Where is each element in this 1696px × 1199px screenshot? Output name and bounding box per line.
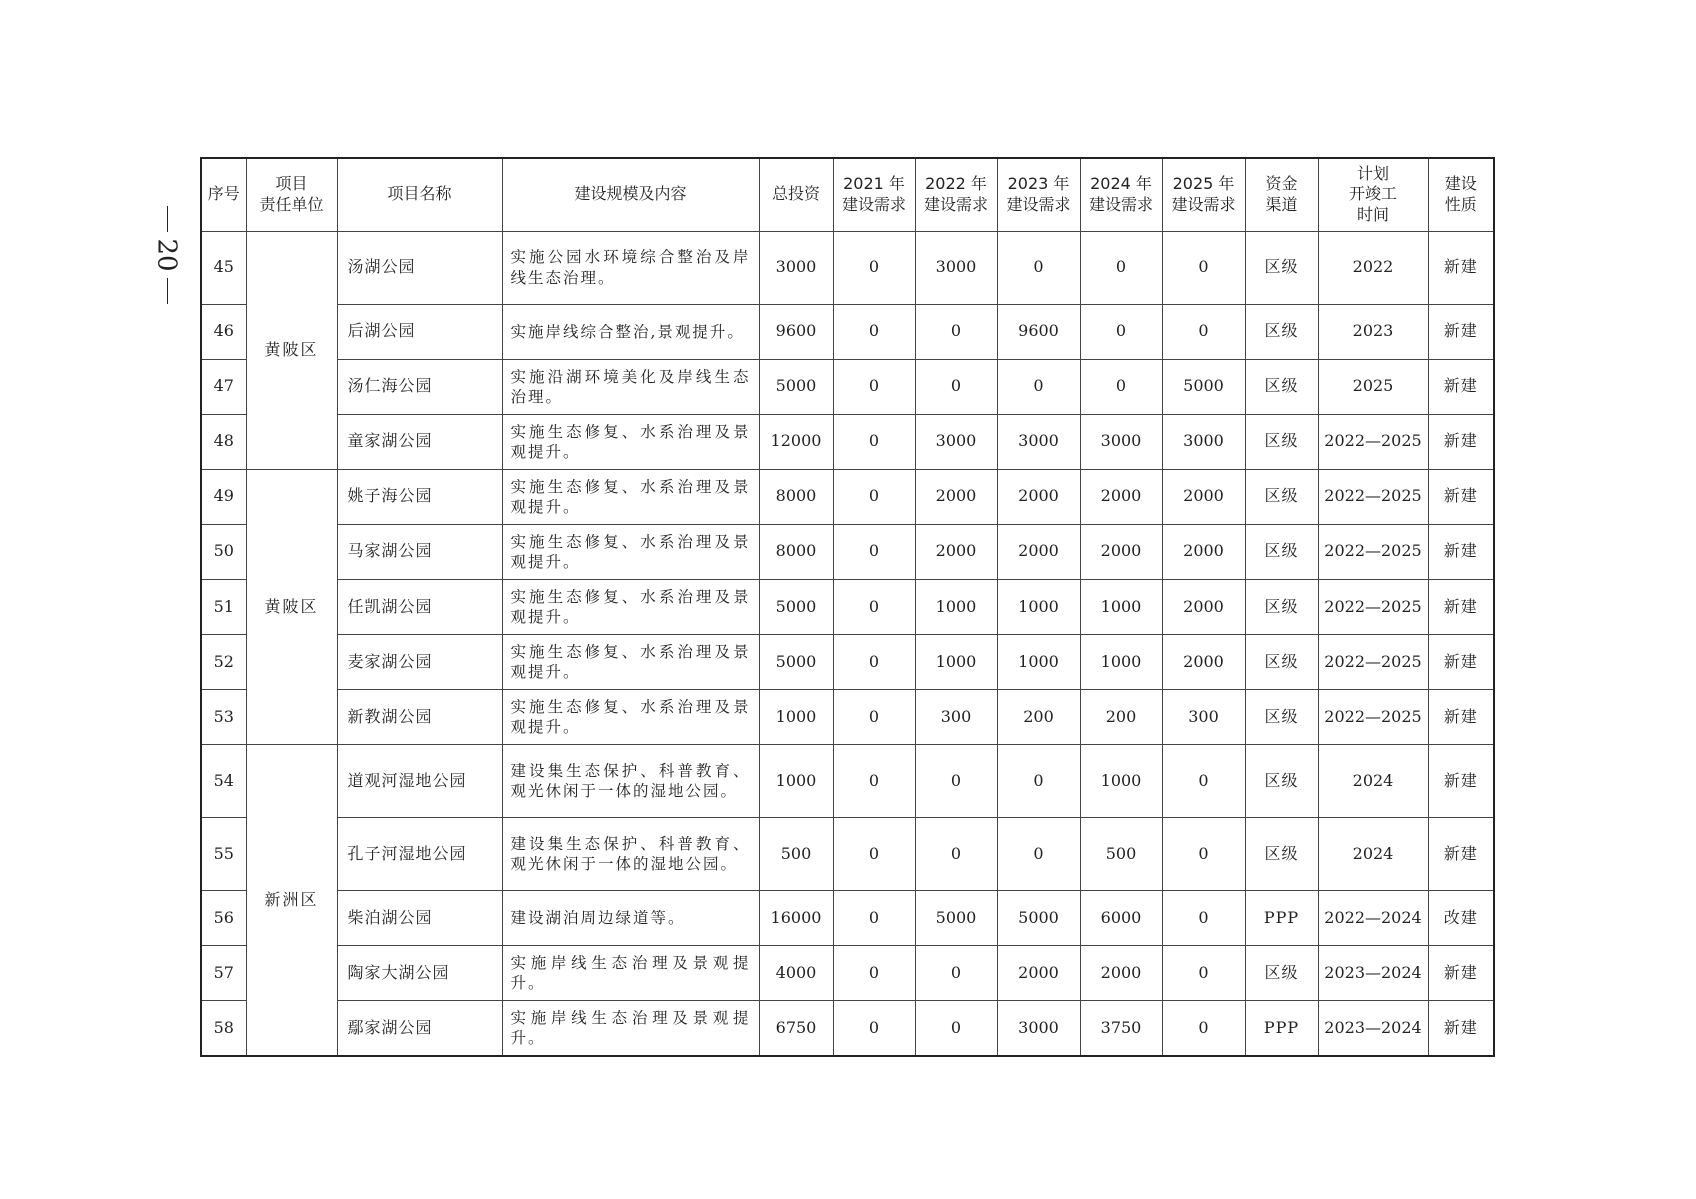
- nature-cell: 新建: [1428, 690, 1494, 745]
- name-cell: 汤仁海公园: [337, 359, 502, 414]
- seq-cell: 50: [201, 524, 246, 579]
- y2021-cell: 0: [833, 579, 915, 634]
- name-cell: 马家湖公园: [337, 524, 502, 579]
- content-cell: 实施生态修复、水系治理及景观提升。: [502, 579, 759, 634]
- fund-cell: PPP: [1245, 891, 1318, 946]
- y2021-cell: 0: [833, 891, 915, 946]
- y2025-cell: 2000: [1162, 634, 1245, 689]
- y2023-cell: 200: [997, 690, 1080, 745]
- content-cell: 建设集生态保护、科普教育、观光休闲于一体的湿地公园。: [502, 818, 759, 891]
- content-cell: 实施生态修复、水系治理及景观提升。: [502, 414, 759, 469]
- seq-cell: 47: [201, 359, 246, 414]
- content-cell: 实施生态修复、水系治理及景观提升。: [502, 634, 759, 689]
- header-content: 建设规模及内容: [502, 158, 759, 231]
- header-fund: 资金 渠道: [1245, 158, 1318, 231]
- seq-cell: 58: [201, 1001, 246, 1056]
- nature-cell: 新建: [1428, 524, 1494, 579]
- nature-cell: 新建: [1428, 946, 1494, 1001]
- time-cell: 2022—2025: [1318, 690, 1428, 745]
- y2025-cell: 0: [1162, 231, 1245, 304]
- total-cell: 5000: [759, 634, 833, 689]
- seq-cell: 48: [201, 414, 246, 469]
- nature-cell: 新建: [1428, 231, 1494, 304]
- nature-cell: 新建: [1428, 414, 1494, 469]
- y2021-cell: 0: [833, 414, 915, 469]
- content-cell: 实施生态修复、水系治理及景观提升。: [502, 469, 759, 524]
- y2022-cell: 1000: [915, 579, 997, 634]
- y2023-cell: 0: [997, 745, 1080, 818]
- unit-cell: 黄陂区: [246, 231, 337, 469]
- table-row: [201, 304, 1494, 359]
- table-row: [201, 231, 1494, 304]
- y2025-cell: 2000: [1162, 579, 1245, 634]
- content-cell: 实施岸线生态治理及景观提升。: [502, 946, 759, 1001]
- nature-cell: 新建: [1428, 745, 1494, 818]
- table-row: [201, 946, 1494, 1001]
- y2023-cell: 9600: [997, 304, 1080, 359]
- table-row: [201, 524, 1494, 579]
- page-number: [152, 190, 182, 320]
- table-row: [201, 579, 1494, 634]
- header-time: 计划 开竣工 时间: [1318, 158, 1428, 231]
- y2025-cell: 0: [1162, 304, 1245, 359]
- time-cell: 2024: [1318, 818, 1428, 891]
- time-cell: 2022—2025: [1318, 524, 1428, 579]
- y2022-cell: 1000: [915, 634, 997, 689]
- fund-cell: 区级: [1245, 231, 1318, 304]
- y2022-cell: 2000: [915, 524, 997, 579]
- name-cell: 陶家大湖公园: [337, 946, 502, 1001]
- time-cell: 2023—2024: [1318, 1001, 1428, 1056]
- name-cell: 童家湖公园: [337, 414, 502, 469]
- fund-cell: 区级: [1245, 579, 1318, 634]
- y2024-cell: 0: [1080, 304, 1162, 359]
- y2021-cell: 0: [833, 524, 915, 579]
- total-cell: 16000: [759, 891, 833, 946]
- total-cell: 8000: [759, 524, 833, 579]
- y2022-cell: 0: [915, 745, 997, 818]
- y2025-cell: 0: [1162, 745, 1245, 818]
- content-cell: 建设集生态保护、科普教育、观光休闲于一体的湿地公园。: [502, 745, 759, 818]
- time-cell: 2022—2025: [1318, 579, 1428, 634]
- total-cell: 5000: [759, 359, 833, 414]
- name-cell: 汤湖公园: [337, 231, 502, 304]
- y2023-cell: 0: [997, 231, 1080, 304]
- seq-cell: 51: [201, 579, 246, 634]
- time-cell: 2022: [1318, 231, 1428, 304]
- y2025-cell: 2000: [1162, 469, 1245, 524]
- y2024-cell: 3750: [1080, 1001, 1162, 1056]
- name-cell: 后湖公园: [337, 304, 502, 359]
- total-cell: 6750: [759, 1001, 833, 1056]
- time-cell: 2023: [1318, 304, 1428, 359]
- y2024-cell: 0: [1080, 359, 1162, 414]
- y2024-cell: 0: [1080, 231, 1162, 304]
- time-cell: 2022—2025: [1318, 414, 1428, 469]
- seq-cell: 45: [201, 231, 246, 304]
- y2023-cell: 0: [997, 359, 1080, 414]
- y2023-cell: 2000: [997, 946, 1080, 1001]
- y2025-cell: 0: [1162, 891, 1245, 946]
- nature-cell: 改建: [1428, 891, 1494, 946]
- seq-cell: 46: [201, 304, 246, 359]
- y2022-cell: 3000: [915, 231, 997, 304]
- y2025-cell: 2000: [1162, 524, 1245, 579]
- fund-cell: 区级: [1245, 946, 1318, 1001]
- page-number-dash-top: [167, 206, 168, 232]
- seq-cell: 57: [201, 946, 246, 1001]
- time-cell: 2024: [1318, 745, 1428, 818]
- nature-cell: 新建: [1428, 304, 1494, 359]
- project-table: [200, 157, 1495, 1057]
- y2024-cell: 500: [1080, 818, 1162, 891]
- y2025-cell: 5000: [1162, 359, 1245, 414]
- total-cell: 9600: [759, 304, 833, 359]
- table-row: [201, 891, 1494, 946]
- y2022-cell: 5000: [915, 891, 997, 946]
- content-cell: 建设湖泊周边绿道等。: [502, 891, 759, 946]
- y2024-cell: 1000: [1080, 634, 1162, 689]
- y2024-cell: 2000: [1080, 469, 1162, 524]
- time-cell: 2023—2024: [1318, 946, 1428, 1001]
- unit-cell: 新洲区: [246, 745, 337, 1056]
- y2024-cell: 3000: [1080, 414, 1162, 469]
- y2023-cell: 1000: [997, 579, 1080, 634]
- y2021-cell: 0: [833, 469, 915, 524]
- y2025-cell: 3000: [1162, 414, 1245, 469]
- y2021-cell: 0: [833, 690, 915, 745]
- y2022-cell: 0: [915, 946, 997, 1001]
- y2023-cell: 0: [997, 818, 1080, 891]
- y2022-cell: 0: [915, 359, 997, 414]
- nature-cell: 新建: [1428, 1001, 1494, 1056]
- table-row: [201, 745, 1494, 818]
- y2021-cell: 0: [833, 304, 915, 359]
- y2025-cell: 0: [1162, 818, 1245, 891]
- nature-cell: 新建: [1428, 634, 1494, 689]
- fund-cell: 区级: [1245, 359, 1318, 414]
- content-cell: 实施生态修复、水系治理及景观提升。: [502, 524, 759, 579]
- total-cell: 500: [759, 818, 833, 891]
- fund-cell: 区级: [1245, 304, 1318, 359]
- seq-cell: 54: [201, 745, 246, 818]
- y2021-cell: 0: [833, 1001, 915, 1056]
- y2025-cell: 300: [1162, 690, 1245, 745]
- fund-cell: 区级: [1245, 745, 1318, 818]
- y2022-cell: 0: [915, 304, 997, 359]
- seq-cell: 56: [201, 891, 246, 946]
- y2023-cell: 5000: [997, 891, 1080, 946]
- name-cell: 任凯湖公园: [337, 579, 502, 634]
- y2021-cell: 0: [833, 745, 915, 818]
- name-cell: 麦家湖公园: [337, 634, 502, 689]
- table-row: [201, 359, 1494, 414]
- y2024-cell: 1000: [1080, 745, 1162, 818]
- content-cell: 实施岸线生态治理及景观提升。: [502, 1001, 759, 1056]
- y2024-cell: 200: [1080, 690, 1162, 745]
- header-nature: 建设 性质: [1428, 158, 1494, 231]
- y2024-cell: 1000: [1080, 579, 1162, 634]
- total-cell: 8000: [759, 469, 833, 524]
- y2022-cell: 2000: [915, 469, 997, 524]
- table-row: [201, 469, 1494, 524]
- header-name: 项目名称: [337, 158, 502, 231]
- y2025-cell: 0: [1162, 946, 1245, 1001]
- fund-cell: 区级: [1245, 634, 1318, 689]
- header-2022: 2022 年 建设需求: [915, 158, 997, 231]
- y2024-cell: 6000: [1080, 891, 1162, 946]
- seq-cell: 52: [201, 634, 246, 689]
- y2023-cell: 3000: [997, 1001, 1080, 1056]
- name-cell: 柴泊湖公园: [337, 891, 502, 946]
- content-cell: 实施岸线综合整治,景观提升。: [502, 304, 759, 359]
- y2022-cell: 0: [915, 818, 997, 891]
- table-row: [201, 690, 1494, 745]
- y2021-cell: 0: [833, 946, 915, 1001]
- header-row: [201, 158, 1494, 231]
- header-unit: 项目 责任单位: [246, 158, 337, 231]
- nature-cell: 新建: [1428, 818, 1494, 891]
- y2023-cell: 2000: [997, 469, 1080, 524]
- time-cell: 2022—2025: [1318, 634, 1428, 689]
- fund-cell: 区级: [1245, 524, 1318, 579]
- y2021-cell: 0: [833, 818, 915, 891]
- y2025-cell: 0: [1162, 1001, 1245, 1056]
- time-cell: 2022—2025: [1318, 469, 1428, 524]
- y2021-cell: 0: [833, 231, 915, 304]
- fund-cell: 区级: [1245, 818, 1318, 891]
- total-cell: 12000: [759, 414, 833, 469]
- nature-cell: 新建: [1428, 359, 1494, 414]
- total-cell: 1000: [759, 745, 833, 818]
- fund-cell: 区级: [1245, 469, 1318, 524]
- fund-cell: 区级: [1245, 414, 1318, 469]
- name-cell: 孔子河湿地公园: [337, 818, 502, 891]
- y2024-cell: 2000: [1080, 524, 1162, 579]
- y2023-cell: 2000: [997, 524, 1080, 579]
- fund-cell: PPP: [1245, 1001, 1318, 1056]
- y2023-cell: 3000: [997, 414, 1080, 469]
- header-2021: 2021 年 建设需求: [833, 158, 915, 231]
- header-2023: 2023 年 建设需求: [997, 158, 1080, 231]
- nature-cell: 新建: [1428, 579, 1494, 634]
- seq-cell: 53: [201, 690, 246, 745]
- seq-cell: 49: [201, 469, 246, 524]
- table-row: [201, 1001, 1494, 1056]
- content-cell: 实施生态修复、水系治理及景观提升。: [502, 690, 759, 745]
- y2021-cell: 0: [833, 634, 915, 689]
- time-cell: 2025: [1318, 359, 1428, 414]
- name-cell: 道观河湿地公园: [337, 745, 502, 818]
- y2021-cell: 0: [833, 359, 915, 414]
- table-row: [201, 818, 1494, 891]
- total-cell: 5000: [759, 579, 833, 634]
- unit-cell: 黄陂区: [246, 469, 337, 744]
- header-total: 总投资: [759, 158, 833, 231]
- page-number-text: 20: [152, 238, 182, 272]
- header-2025: 2025 年 建设需求: [1162, 158, 1245, 231]
- page-number-dash-bottom: [167, 278, 168, 304]
- table-body: [201, 231, 1494, 1056]
- content-cell: 实施公园水环境综合整治及岸线生态治理。: [502, 231, 759, 304]
- table-row: [201, 634, 1494, 689]
- header-seq: 序号: [201, 158, 246, 231]
- y2023-cell: 1000: [997, 634, 1080, 689]
- fund-cell: 区级: [1245, 690, 1318, 745]
- header-2024: 2024 年 建设需求: [1080, 158, 1162, 231]
- name-cell: 新教湖公园: [337, 690, 502, 745]
- time-cell: 2022—2024: [1318, 891, 1428, 946]
- y2024-cell: 2000: [1080, 946, 1162, 1001]
- y2022-cell: 300: [915, 690, 997, 745]
- seq-cell: 55: [201, 818, 246, 891]
- y2022-cell: 3000: [915, 414, 997, 469]
- y2022-cell: 0: [915, 1001, 997, 1056]
- nature-cell: 新建: [1428, 469, 1494, 524]
- name-cell: 鄢家湖公园: [337, 1001, 502, 1056]
- total-cell: 3000: [759, 231, 833, 304]
- content-cell: 实施沿湖环境美化及岸线生态治理。: [502, 359, 759, 414]
- table-row: [201, 414, 1494, 469]
- name-cell: 姚子海公园: [337, 469, 502, 524]
- total-cell: 1000: [759, 690, 833, 745]
- total-cell: 4000: [759, 946, 833, 1001]
